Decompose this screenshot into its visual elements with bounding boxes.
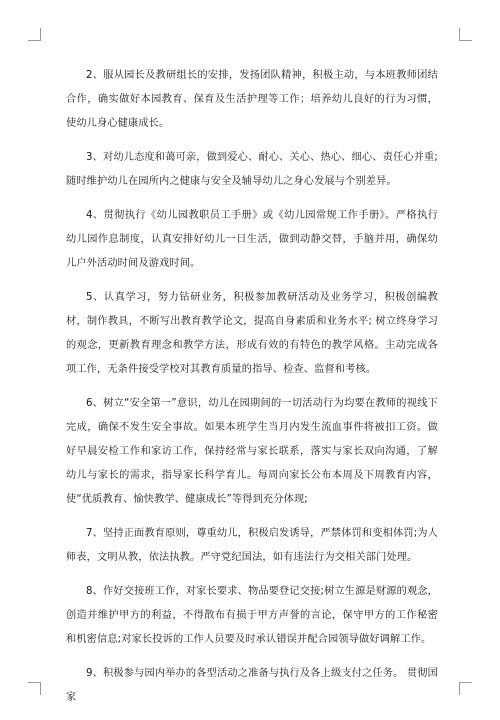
- paragraph-2: 2、服从园长及教研组长的安排，发扬团队精神，积极主动，与本班教师团结合作，确实做好本园教育、保育及生活护理等工作；培养幼儿良好的行为习惯，使幼儿身心健康成长。: [66, 70, 438, 129]
- paragraph-4: 4、贯彻执行《幼儿园教职员工手册》或《幼儿园常规工作手册》。严格执行幼儿园作息制度，认真安排好幼儿一日生活，做到动静交替，手脑并用，确保幼儿户外活动时间及游戏时间。: [66, 210, 438, 269]
- paragraph-5: 5、认真学习，努力钻研业务，积极参加教研活动及业务学习，积极创编教材，制作教具，不断写出教育教学论文，提高自身素质和业务水平; 树立终身学习的观念，更新教育理念和教学方法，形成有效的有特色的教学风格。主动完成各项工作，无条件接受学校对其教育质量的指导、检查、监督和考核。: [66, 292, 438, 375]
- paragraph-7: 7、坚持正面教育原则，尊重幼儿，积极启发诱导，严禁体罚和变相体罚;为人师表，文明从教，依法执教。严守党纪国法，如有违法行为交相关部门处理。: [66, 528, 438, 563]
- paragraph-6: 6、树立“安全第一”意识，幼儿在园期间的一切活动行为均要在教师的视线下完成，确保不发生安全事故。如果本班学生当月内发生流血事件将被扣工资。做好早晨安检工作和家访工作，保持经常与家长联系，落实与家长双向沟通，了解幼儿与家长的需求，指导家长科学育儿。每周向家长公布本周及下周教育内容，使“优质教育、愉快教学、健康成长”等得到充分体现;: [66, 398, 438, 505]
- paragraph-9: 9、积极参与园内举办的各型活动之准备与执行及各上级支付之任务。 贯彻国家: [66, 668, 438, 703]
- paragraph-3: 3、对幼儿态度和蔼可亲，做到爱心、耐心、关心、热心、细心、责任心并重;随时维护幼儿在园所内之健康与安全及辅导幼儿之身心发展与个别差异。: [66, 152, 438, 187]
- crop-mark-bottom-right: [459, 682, 472, 695]
- paragraph-8: 8、作好交接班工作，对家长要求、物品要登记交接;树立生源是财源的观念，创造并维护甲方的利益，不得散布有损于甲方声誉的言论，保守甲方的工作秘密和机密信息;对家长投诉的工作人员要及时承认错误并配合园领导做好调解工作。: [66, 586, 438, 645]
- crop-mark-bottom-left: [28, 682, 41, 695]
- crop-mark-top-left: [28, 28, 41, 41]
- crop-mark-top-right: [459, 28, 472, 41]
- document-body: [66, 64, 438, 720]
